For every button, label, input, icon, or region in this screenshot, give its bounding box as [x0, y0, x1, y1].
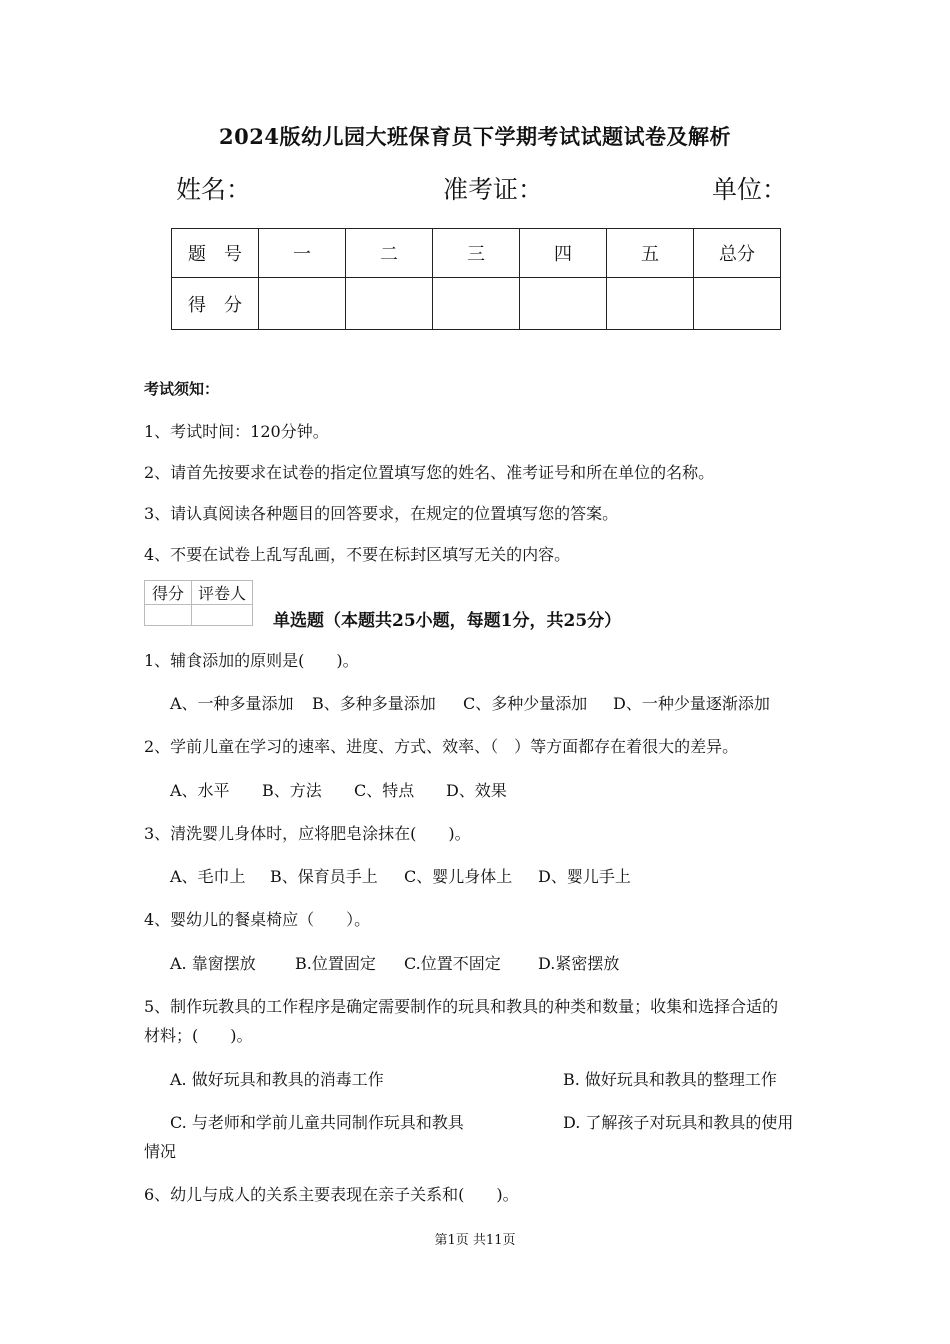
- question-stem: 6、幼儿与成人的关系主要表现在亲子关系和( )。: [144, 1185, 519, 1204]
- question-option: A. 靠窗摆放: [170, 954, 256, 973]
- score-cell: [433, 278, 520, 330]
- score-header-cell: 五: [607, 229, 694, 278]
- question-stem: 4、婴幼儿的餐桌椅应（ ）。: [144, 910, 371, 929]
- question-stem: 3、清洗婴儿身体时，应将肥皂涂抹在( )。: [144, 824, 471, 843]
- question-option: D、婴儿手上: [538, 867, 631, 886]
- score-row-label: 得 分: [172, 278, 259, 330]
- score-header-cell: 题 号: [172, 229, 259, 278]
- score-table-header-row: [172, 229, 781, 278]
- score-cell: [346, 278, 433, 330]
- question-option: C、多种少量添加: [463, 694, 588, 713]
- question-option: B.位置固定: [295, 954, 376, 973]
- score-header-cell: 四: [520, 229, 607, 278]
- name-label: 姓名：: [176, 175, 252, 204]
- question-option: C、特点: [354, 781, 415, 800]
- question-option: D、一种少量逐渐添加: [613, 694, 770, 713]
- score-header-cell: 一: [259, 229, 346, 278]
- notice-item: 1、考试时间：120分钟。: [144, 422, 329, 441]
- notice-item: 3、请认真阅读各种题目的回答要求，在规定的位置填写您的答案。: [144, 504, 619, 523]
- score-cell: [520, 278, 607, 330]
- question-option: B、方法: [262, 781, 322, 800]
- notice-heading: 考试须知：: [144, 380, 220, 398]
- question-option: B、保育员手上: [270, 867, 378, 886]
- question-option: A. 做好玩具和教具的消毒工作: [170, 1070, 384, 1089]
- unit-label: 单位：: [712, 175, 788, 204]
- section-title: 单选题（本题共25小题，每题1分，共25分）: [273, 611, 622, 631]
- notice-item: 2、请首先按要求在试卷的指定位置填写您的姓名、准考证号和所在单位的名称。: [144, 463, 715, 482]
- question-option: B、多种多量添加: [312, 694, 436, 713]
- grader-reviewer-cell: [192, 605, 253, 626]
- grader-score-cell: [145, 605, 192, 626]
- question-stem-continued: 材料；( )。: [144, 1026, 253, 1045]
- exam-id-label: 准考证：: [443, 175, 544, 204]
- question-option: A、毛巾上: [170, 867, 246, 886]
- grader-score-label: 得分: [145, 581, 192, 605]
- question-option: C.位置不固定: [404, 954, 501, 973]
- score-cell: [607, 278, 694, 330]
- score-header-cell: 总分: [694, 229, 781, 278]
- grader-box: [144, 580, 253, 626]
- question-stem: 1、辅食添加的原则是( )。: [144, 651, 359, 670]
- score-cell: [694, 278, 781, 330]
- page-title: 2024版幼儿园大班保育员下学期考试试题试卷及解析: [219, 124, 731, 149]
- score-table-score-row: [172, 278, 781, 330]
- question-stem: 2、学前儿童在学习的速率、进度、方式、效率、（ ）等方面都存在着很大的差异。: [144, 737, 739, 756]
- question-option: C. 与老师和学前儿童共同制作玩具和教具: [170, 1113, 464, 1132]
- score-header-cell: 三: [433, 229, 520, 278]
- score-table: [171, 228, 781, 330]
- question-option: A、水平: [170, 781, 230, 800]
- question-stem: 5、制作玩教具的工作程序是确定需要制作的玩具和教具的种类和数量；收集和选择合适的: [144, 997, 779, 1016]
- question-option: D. 了解孩子对玩具和教具的使用: [563, 1113, 794, 1132]
- question-option: D、效果: [446, 781, 507, 800]
- question-option-continued: 情况: [144, 1142, 177, 1161]
- question-option: C、婴儿身体上: [404, 867, 513, 886]
- grader-reviewer-label: 评卷人: [192, 581, 253, 605]
- score-header-cell: 二: [346, 229, 433, 278]
- question-option: A、一种多量添加: [170, 694, 294, 713]
- page-footer: 第1页 共11页: [434, 1233, 516, 1248]
- question-option: D.紧密摆放: [538, 954, 620, 973]
- question-option: B. 做好玩具和教具的整理工作: [563, 1070, 777, 1089]
- score-cell: [259, 278, 346, 330]
- notice-item: 4、不要在试卷上乱写乱画，不要在标封区填写无关的内容。: [144, 545, 571, 564]
